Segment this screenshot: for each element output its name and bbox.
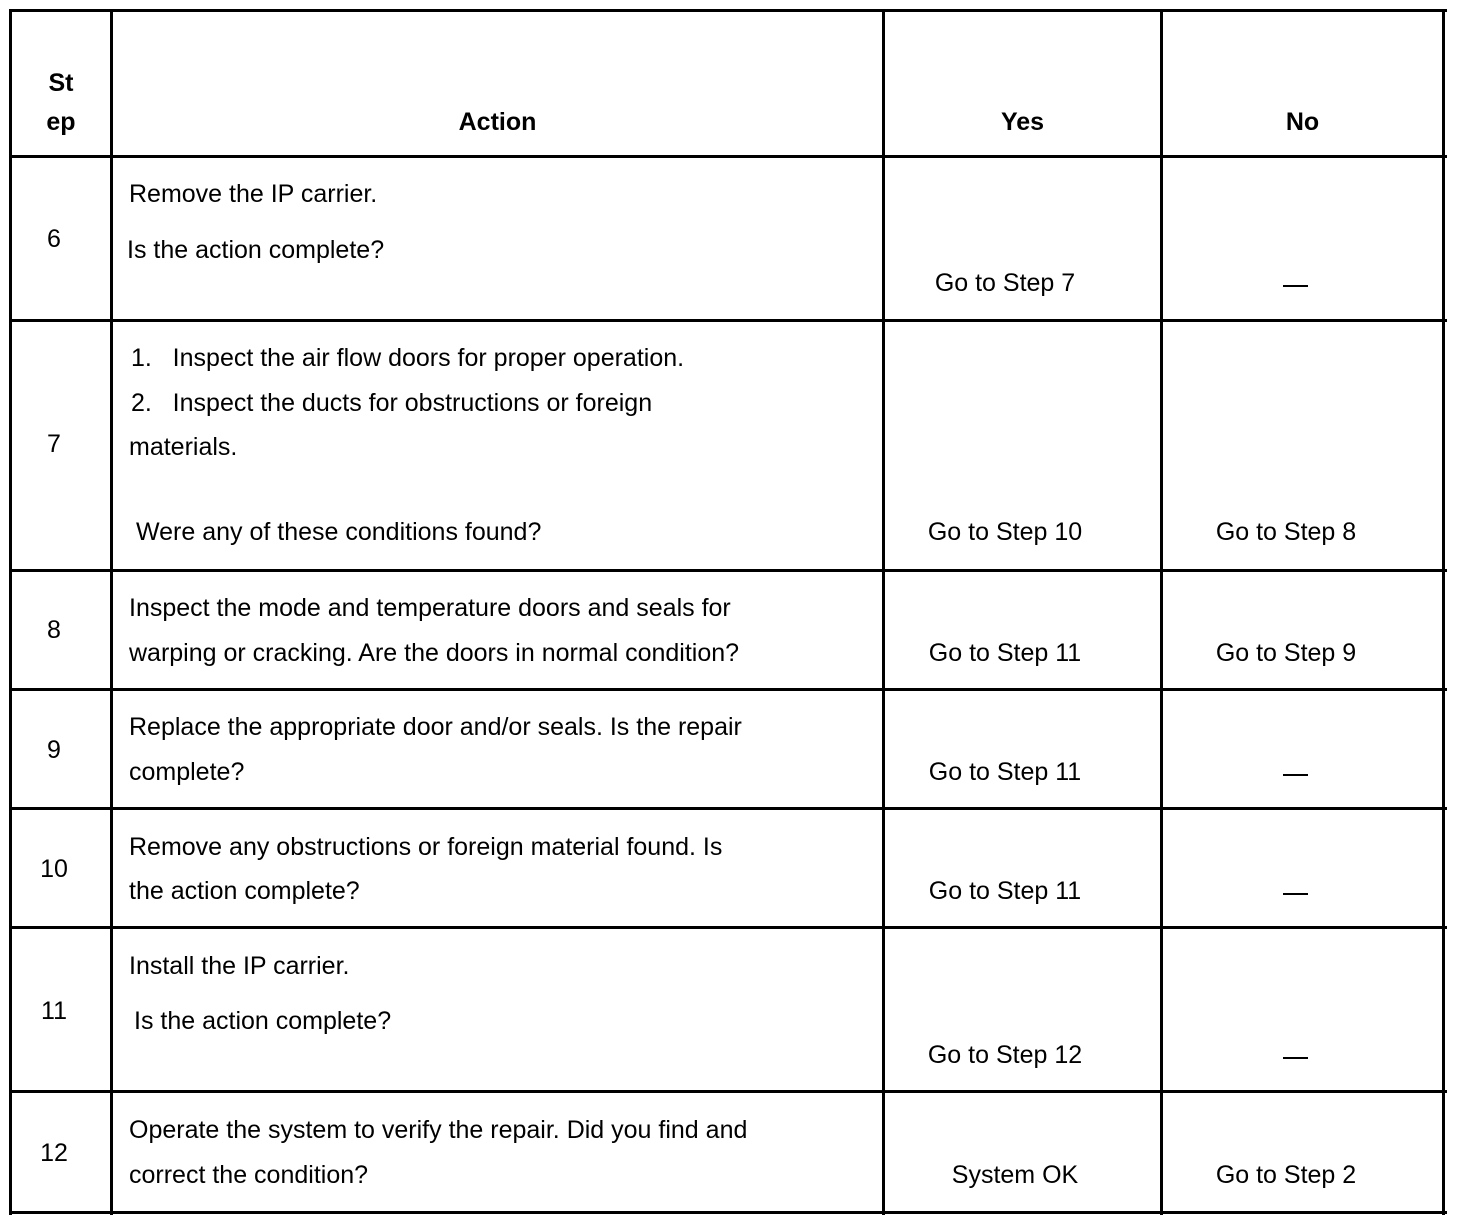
action-text: Replace the appropriate door and/or seals. Is the repair [129,713,742,741]
row-divider [9,688,1447,691]
row-divider [9,1090,1447,1093]
header-step-line2: ep [46,108,76,136]
column-divider [110,9,113,1215]
action-text: Is the action complete? [134,1007,392,1035]
action-text: 2. Inspect the ducts for obstructions or foreign [131,389,653,417]
action-text: correct the condition? [129,1161,369,1189]
yes-result: Go to Step 12 [927,1041,1083,1069]
action-text: Is the action complete? [127,236,385,264]
step-number: 9 [47,736,61,764]
yes-result: Go to Step 10 [927,518,1083,546]
step-number: 6 [47,225,61,253]
header-no: No [1285,108,1320,136]
row-divider [9,926,1447,929]
no-result-dash [1283,1057,1308,1059]
action-text: warping or cracking. Are the doors in normal condition? [129,639,740,667]
row-divider [9,319,1447,322]
action-text: the action complete? [129,877,360,905]
table-border-bottom [9,1211,1447,1214]
yes-result: Go to Step 11 [928,639,1082,667]
step-number: 10 [40,855,68,883]
table-border-top [9,9,1447,12]
no-result-dash [1283,893,1308,895]
no-result-dash [1283,774,1308,776]
header-step-line1: St [48,69,74,97]
step-number: 8 [47,616,61,644]
action-text: Install the IP carrier. [129,952,350,980]
action-text: Remove the IP carrier. [129,180,378,208]
yes-result: Go to Step 7 [934,269,1076,297]
yes-result: Go to Step 11 [928,758,1082,786]
action-text: Were any of these conditions found? [136,518,542,546]
header-yes: Yes [1000,108,1045,136]
action-text: 1. Inspect the air flow doors for proper operation. [131,344,685,372]
table-border-right [1442,9,1445,1215]
action-text: complete? [129,758,245,786]
no-result: Go to Step 8 [1215,518,1357,546]
action-text: Operate the system to verify the repair. Did you find and [129,1116,748,1144]
yes-result: System OK [951,1161,1079,1189]
header-action: Action [458,108,537,136]
row-divider [9,569,1447,572]
step-number: 11 [41,997,67,1025]
column-divider [1160,9,1163,1215]
action-text: materials. [129,433,238,461]
no-result-dash [1283,285,1308,287]
no-result: Go to Step 9 [1215,639,1357,667]
table-border-left [9,9,12,1215]
row-divider [9,807,1447,810]
step-number: 12 [40,1139,68,1167]
action-text: Inspect the mode and temperature doors and seals for [129,594,731,622]
no-result: Go to Step 2 [1215,1161,1357,1189]
header-divider [9,155,1447,158]
column-divider [882,9,885,1215]
yes-result: Go to Step 11 [928,877,1082,905]
step-number: 7 [47,430,61,458]
action-text: Remove any obstructions or foreign material found. Is [129,833,723,861]
